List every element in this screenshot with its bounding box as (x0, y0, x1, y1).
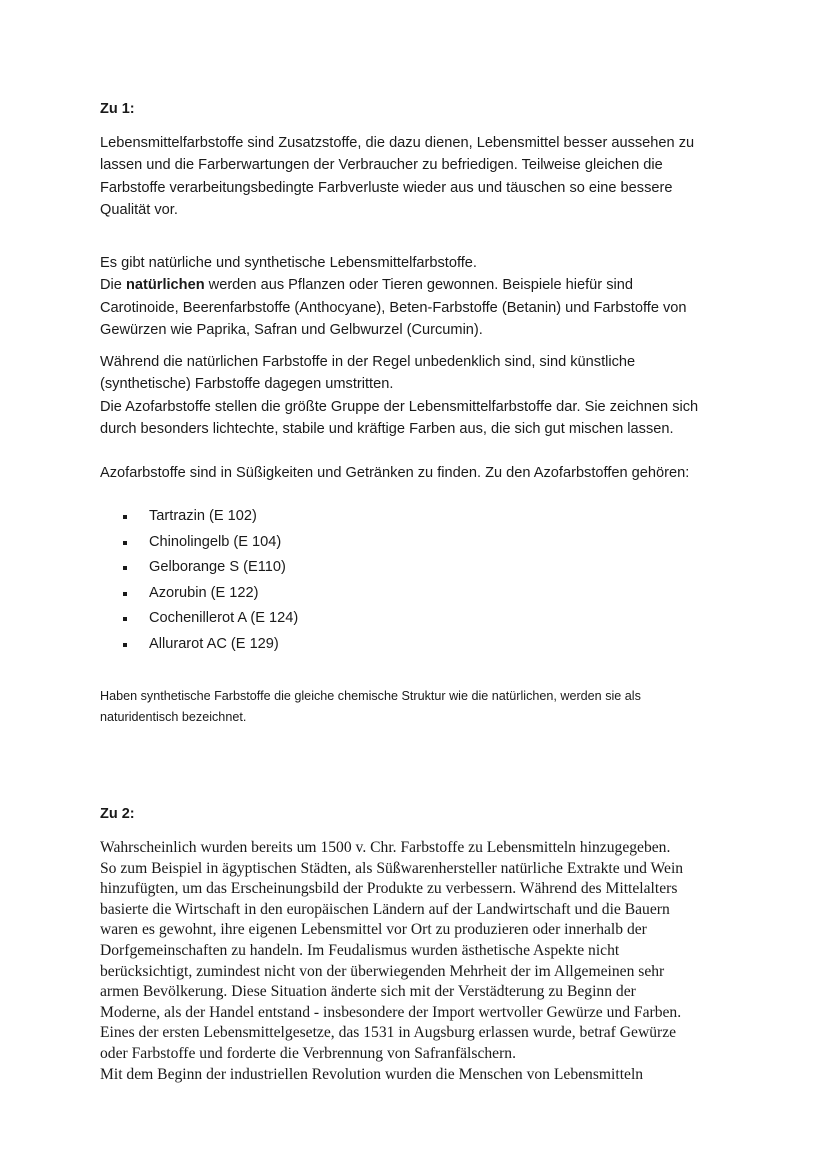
bullet-icon (123, 643, 127, 647)
text-line: Wahrscheinlich wurden bereits um 1500 v. Chr. Farbstoffe zu Lebensmitteln hinzugegeben. (100, 839, 671, 856)
intro-paragraph (100, 132, 740, 221)
list-item-label: Allurarot AC (E 129) (149, 635, 279, 652)
azo-dye-list (120, 504, 298, 658)
text-line: Dorfgemeinschaften zu handeln. Im Feudalismus wurden ästhetische Aspekte nicht (100, 941, 620, 959)
bullet-icon (123, 617, 127, 621)
bullet-icon (123, 566, 127, 570)
text-line (100, 274, 740, 296)
text-line: Während die natürlichen Farbstoffe in der Regel unbedenklich sind, sind künstliche (100, 354, 636, 370)
text-line: So zum Beispiel in ägyptischen Städten, als Süßwarenhersteller natürliche Extrakte und Wein (100, 859, 684, 877)
list-item (120, 581, 298, 607)
text-line: naturidentisch bezeichnet. (100, 709, 247, 724)
text-line: Eines der ersten Lebensmittelgesetze, das 1531 in Augsburg erlassen wurde, betraf Gewürze (100, 1024, 677, 1042)
section-1-heading: Zu 1: (100, 101, 135, 117)
list-item-label: Azorubin (E 122) (149, 584, 259, 601)
bullet-icon (123, 541, 127, 545)
bullet-icon (123, 515, 127, 519)
text-line: Mit dem Beginn der industriellen Revolution wurden die Menschen von Lebensmitteln (100, 1065, 644, 1083)
text-line: Gewürzen wie Paprika, Safran und Gelbwurzel (Curcumin). (100, 321, 483, 338)
list-item-label: Tartrazin (E 102) (149, 508, 257, 524)
text-line: basierte die Wirtschaft in den europäischen Ländern auf der Landwirtschaft und die Bauern (100, 900, 670, 918)
list-item-label: Cochenillerot A (E 124) (149, 610, 299, 627)
text-line: lassen und die Farberwartungen der Verbraucher zu befriedigen. Teilweise gleichen die (100, 157, 663, 174)
text-line: Lebensmittelfarbstoffe sind Zusatzstoffe, die dazu dienen, Lebensmittel besser aussehen zu (100, 135, 695, 151)
list-item (120, 555, 298, 581)
text-line: Moderne, als der Handel entstand - insbesondere der Import wertvoller Gewürze und Farben. (100, 1003, 682, 1021)
text-line: Farbstoffe verarbeitungsbedingte Farbverluste wieder aus und täuschen so eine bessere (100, 179, 673, 196)
text-fragment: werden aus Pflanzen oder Tieren gewonnen. Beispiele hiefür sind (204, 277, 633, 294)
nature-identical-note (100, 686, 740, 727)
bullet-icon (123, 592, 127, 596)
section-2-heading: Zu 2: (100, 806, 135, 822)
list-item-label: Gelborange S (E110) (149, 559, 286, 576)
list-item (120, 606, 298, 632)
history-paragraph (100, 838, 740, 1085)
list-item (120, 530, 298, 556)
text-line: armen Bevölkerung. Diese Situation änderte sich mit der Verstädterung zu Beginn der (100, 983, 636, 1001)
text-line: durch besonders lichtechte, stabile und kräftige Farben aus, die sich gut mischen lassen. (100, 420, 674, 437)
list-item (120, 632, 298, 658)
text-line: berücksichtigt, zumindest nicht von der überwiegenden Mehrheit der im Allgemeinen sehr (100, 962, 665, 980)
text-line: (synthetische) Farbstoffe dagegen umstritten. (100, 376, 394, 393)
list-item-label: Chinolingelb (E 104) (149, 533, 282, 550)
text-fragment: Die (100, 277, 126, 294)
azo-intro (100, 462, 740, 484)
text-line: Haben synthetische Farbstoffe die gleiche chemische Struktur wie die natürlichen, werden sie als (100, 689, 641, 703)
text-line: Es gibt natürliche und synthetische Lebensmittelfarbstoffe. (100, 255, 477, 271)
text-line: Die Azofarbstoffe stellen die größte Gruppe der Lebensmittelfarbstoffe dar. Sie zeichnen sich (100, 398, 699, 415)
text-line: Azofarbstoffe sind in Süßigkeiten und Getränken zu finden. Zu den Azofarbstoffen gehören: (100, 465, 690, 481)
text-line: hinzufügten, um das Erscheinungsbild der Produkte zu verbessern. Während des Mittelalters (100, 880, 678, 898)
text-line: Qualität vor. (100, 201, 178, 218)
text-line: waren es gewohnt, ihre eigenen Lebensmittel vor Ort zu produzieren oder innerhalb der (100, 921, 647, 939)
synthetic-dyes-paragraph (100, 351, 740, 440)
text-line: Carotinoide, Beerenfarbstoffe (Anthocyane), Beten-Farbstoffe (Betanin) und Farbstoffe von (100, 299, 687, 316)
list-item (120, 504, 298, 530)
natural-dyes-paragraph (100, 252, 740, 341)
bold-term: natürlichen (125, 277, 205, 294)
text-line: oder Farbstoffe und forderte die Verbrennung von Safranfälschern. (100, 1044, 516, 1062)
